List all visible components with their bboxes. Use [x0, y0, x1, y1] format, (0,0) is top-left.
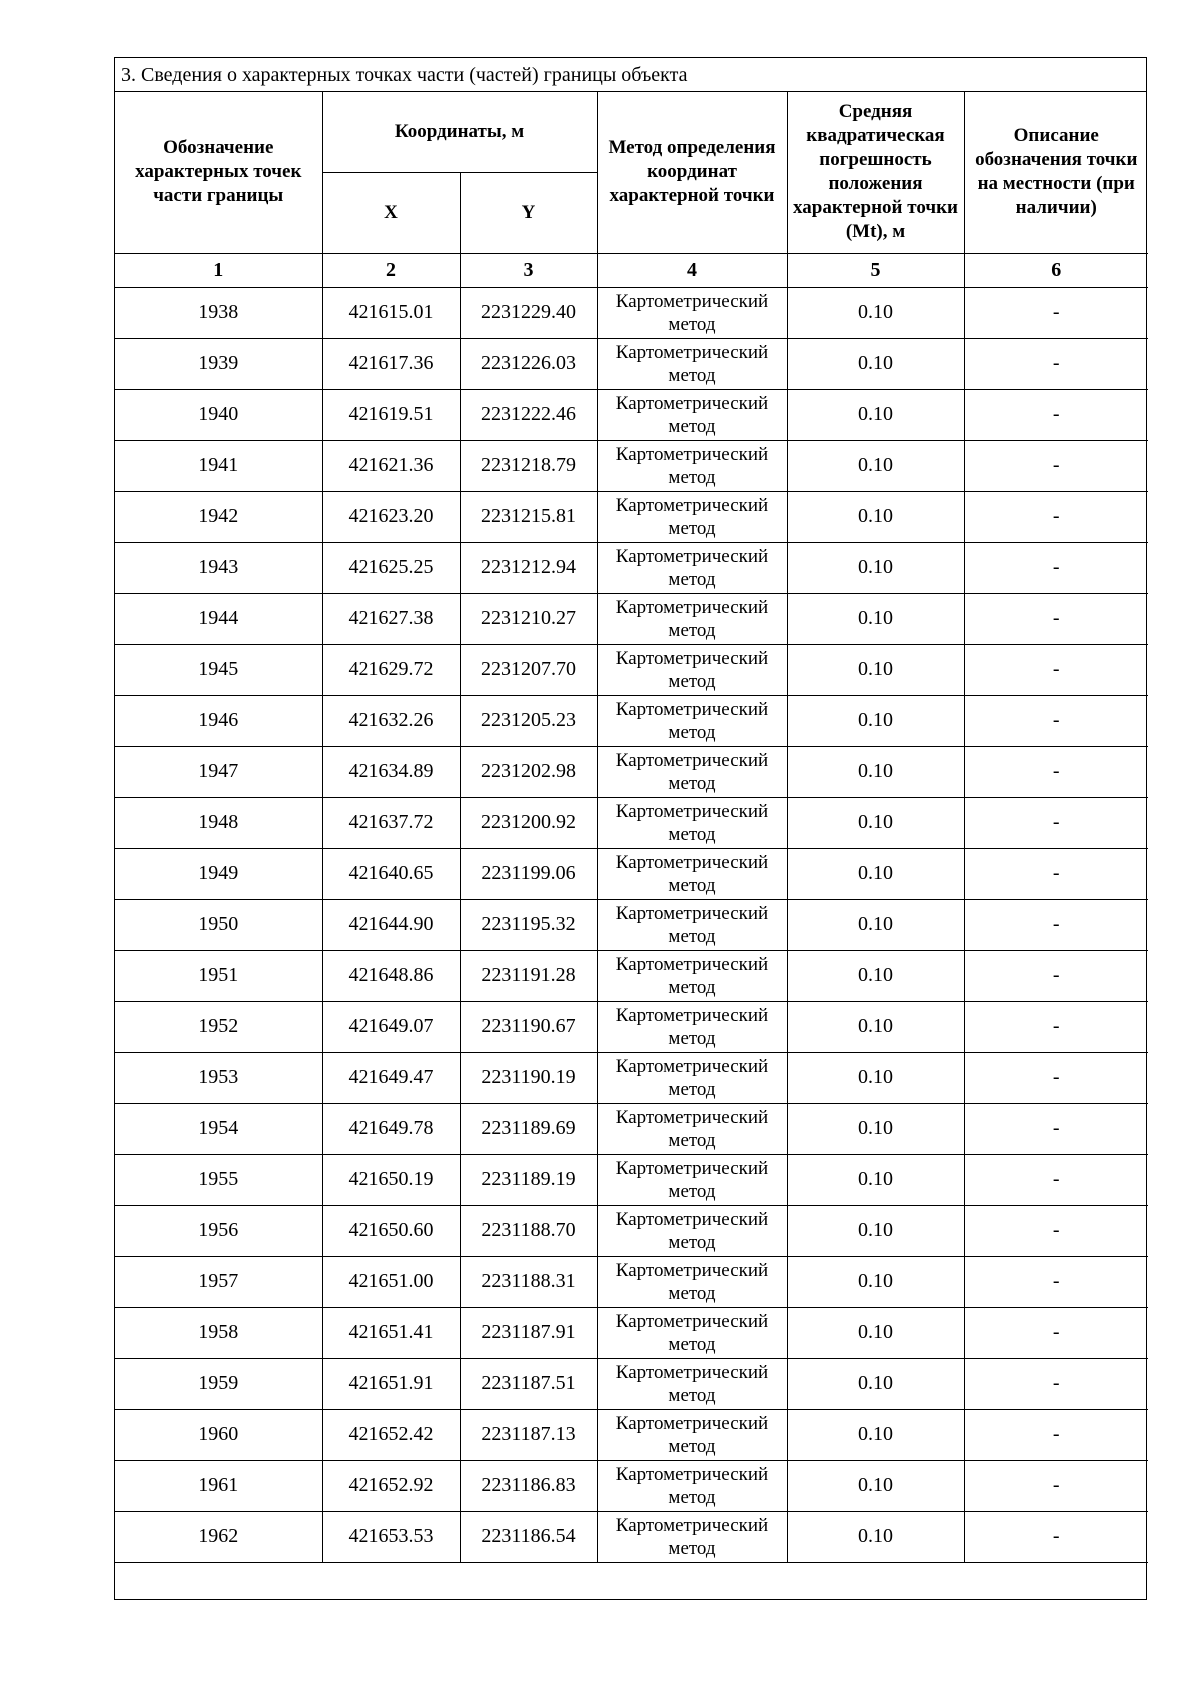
accuracy-cell: 0.10 — [787, 899, 964, 950]
y-coordinate-cell: 2231210.27 — [460, 593, 597, 644]
column-number: 1 — [115, 253, 322, 287]
x-coordinate-cell: 421649.47 — [322, 1052, 460, 1103]
y-coordinate-cell: 2231190.19 — [460, 1052, 597, 1103]
x-coordinate-cell: 421649.07 — [322, 1001, 460, 1052]
accuracy-cell: 0.10 — [787, 1001, 964, 1052]
table-row — [115, 899, 1148, 950]
description-cell: - — [964, 1103, 1148, 1154]
y-coordinate-cell: 2231202.98 — [460, 746, 597, 797]
method-cell: Картометрический метод — [597, 1154, 787, 1205]
x-coordinate-cell: 421650.19 — [322, 1154, 460, 1205]
y-coordinate-cell: 2231215.81 — [460, 491, 597, 542]
x-coordinate-cell: 421629.72 — [322, 644, 460, 695]
method-cell: Картометрический метод — [597, 287, 787, 338]
point-id-cell: 1956 — [115, 1205, 322, 1256]
y-coordinate-cell: 2231187.13 — [460, 1409, 597, 1460]
description-cell: - — [964, 695, 1148, 746]
point-id-cell: 1962 — [115, 1511, 322, 1562]
point-id-cell: 1938 — [115, 287, 322, 338]
point-id-cell: 1948 — [115, 797, 322, 848]
method-cell: Картометрический метод — [597, 644, 787, 695]
description-cell: - — [964, 1001, 1148, 1052]
boundary-points-table — [115, 92, 1148, 1599]
method-cell: Картометрический метод — [597, 491, 787, 542]
description-cell: - — [964, 950, 1148, 1001]
accuracy-cell: 0.10 — [787, 287, 964, 338]
point-id-cell: 1959 — [115, 1358, 322, 1409]
x-coordinate-cell: 421644.90 — [322, 899, 460, 950]
point-id-cell: 1947 — [115, 746, 322, 797]
x-coordinate-cell: 421623.20 — [322, 491, 460, 542]
point-id-cell: 1950 — [115, 899, 322, 950]
x-coordinate-cell: 421648.86 — [322, 950, 460, 1001]
table-row — [115, 542, 1148, 593]
y-coordinate-cell: 2231205.23 — [460, 695, 597, 746]
description-cell: - — [964, 1154, 1148, 1205]
description-cell: - — [964, 899, 1148, 950]
method-cell: Картометрический метод — [597, 1103, 787, 1154]
description-cell: - — [964, 746, 1148, 797]
description-cell: - — [964, 1511, 1148, 1562]
y-coordinate-cell: 2231195.32 — [460, 899, 597, 950]
method-cell: Картометрический метод — [597, 1256, 787, 1307]
point-id-cell: 1939 — [115, 338, 322, 389]
y-coordinate-cell: 2231186.83 — [460, 1460, 597, 1511]
y-coordinate-cell: 2231218.79 — [460, 440, 597, 491]
header-x: X — [322, 172, 460, 253]
point-id-cell: 1955 — [115, 1154, 322, 1205]
x-coordinate-cell: 421652.42 — [322, 1409, 460, 1460]
accuracy-cell: 0.10 — [787, 695, 964, 746]
accuracy-cell: 0.10 — [787, 1103, 964, 1154]
table-row — [115, 287, 1148, 338]
table-row — [115, 1001, 1148, 1052]
method-cell: Картометрический метод — [597, 542, 787, 593]
accuracy-cell: 0.10 — [787, 593, 964, 644]
y-coordinate-cell: 2231207.70 — [460, 644, 597, 695]
y-coordinate-cell: 2231199.06 — [460, 848, 597, 899]
y-coordinate-cell: 2231190.67 — [460, 1001, 597, 1052]
method-cell: Картометрический метод — [597, 1205, 787, 1256]
accuracy-cell: 0.10 — [787, 1307, 964, 1358]
description-cell: - — [964, 1205, 1148, 1256]
x-coordinate-cell: 421625.25 — [322, 542, 460, 593]
description-cell: - — [964, 491, 1148, 542]
point-id-cell: 1941 — [115, 440, 322, 491]
header-row-top — [115, 92, 1148, 172]
method-cell: Картометрический метод — [597, 848, 787, 899]
description-cell: - — [964, 1460, 1148, 1511]
table-row — [115, 1511, 1148, 1562]
method-cell: Картометрический метод — [597, 950, 787, 1001]
y-coordinate-cell: 2231188.31 — [460, 1256, 597, 1307]
table-row — [115, 797, 1148, 848]
x-coordinate-cell: 421640.65 — [322, 848, 460, 899]
method-cell: Картометрический метод — [597, 1307, 787, 1358]
x-coordinate-cell: 421634.89 — [322, 746, 460, 797]
point-id-cell: 1942 — [115, 491, 322, 542]
table-row — [115, 1307, 1148, 1358]
header-designation: Обозначение характерных точек части границы — [115, 92, 322, 253]
accuracy-cell: 0.10 — [787, 1154, 964, 1205]
table-row — [115, 848, 1148, 899]
method-cell: Картометрический метод — [597, 1358, 787, 1409]
accuracy-cell: 0.10 — [787, 950, 964, 1001]
description-cell: - — [964, 1307, 1148, 1358]
method-cell: Картометрический метод — [597, 695, 787, 746]
header-description: Описание обозначения точки на местности (при наличии) — [964, 92, 1148, 253]
column-numbers-row — [115, 253, 1148, 287]
table-row — [115, 593, 1148, 644]
point-id-cell: 1940 — [115, 389, 322, 440]
y-coordinate-cell: 2231229.40 — [460, 287, 597, 338]
accuracy-cell: 0.10 — [787, 848, 964, 899]
boundary-points-sheet — [114, 57, 1147, 1600]
accuracy-cell: 0.10 — [787, 1409, 964, 1460]
point-id-cell: 1944 — [115, 593, 322, 644]
method-cell: Картометрический метод — [597, 1511, 787, 1562]
description-cell: - — [964, 542, 1148, 593]
header-accuracy: Средняя квадратическая погрешность положения характерной точки (Mt), м — [787, 92, 964, 253]
x-coordinate-cell: 421651.41 — [322, 1307, 460, 1358]
table-row — [115, 1358, 1148, 1409]
x-coordinate-cell: 421615.01 — [322, 287, 460, 338]
method-cell: Картометрический метод — [597, 1001, 787, 1052]
description-cell: - — [964, 644, 1148, 695]
point-id-cell: 1952 — [115, 1001, 322, 1052]
accuracy-cell: 0.10 — [787, 491, 964, 542]
y-coordinate-cell: 2231222.46 — [460, 389, 597, 440]
y-coordinate-cell: 2231200.92 — [460, 797, 597, 848]
point-id-cell: 1958 — [115, 1307, 322, 1358]
point-id-cell: 1954 — [115, 1103, 322, 1154]
table-row — [115, 1052, 1148, 1103]
x-coordinate-cell: 421621.36 — [322, 440, 460, 491]
y-coordinate-cell: 2231187.91 — [460, 1307, 597, 1358]
y-coordinate-cell: 2231188.70 — [460, 1205, 597, 1256]
x-coordinate-cell: 421617.36 — [322, 338, 460, 389]
section-title: 3. Сведения о характерных точках части (частей) границы объекта — [115, 58, 1146, 92]
description-cell: - — [964, 593, 1148, 644]
description-cell: - — [964, 440, 1148, 491]
y-coordinate-cell: 2231191.28 — [460, 950, 597, 1001]
accuracy-cell: 0.10 — [787, 542, 964, 593]
method-cell: Картометрический метод — [597, 338, 787, 389]
accuracy-cell: 0.10 — [787, 746, 964, 797]
column-number: 6 — [964, 253, 1148, 287]
table-row — [115, 1256, 1148, 1307]
x-coordinate-cell: 421637.72 — [322, 797, 460, 848]
accuracy-cell: 0.10 — [787, 1511, 964, 1562]
method-cell: Картометрический метод — [597, 440, 787, 491]
x-coordinate-cell: 421652.92 — [322, 1460, 460, 1511]
accuracy-cell: 0.10 — [787, 1052, 964, 1103]
accuracy-cell: 0.10 — [787, 440, 964, 491]
x-coordinate-cell: 421650.60 — [322, 1205, 460, 1256]
description-cell: - — [964, 338, 1148, 389]
description-cell: - — [964, 848, 1148, 899]
accuracy-cell: 0.10 — [787, 1256, 964, 1307]
point-id-cell: 1949 — [115, 848, 322, 899]
accuracy-cell: 0.10 — [787, 644, 964, 695]
table-row — [115, 1460, 1148, 1511]
point-id-cell: 1945 — [115, 644, 322, 695]
empty-cell — [115, 1562, 1148, 1599]
header-coordinates: Координаты, м — [322, 92, 597, 172]
point-id-cell: 1943 — [115, 542, 322, 593]
x-coordinate-cell: 421619.51 — [322, 389, 460, 440]
accuracy-cell: 0.10 — [787, 389, 964, 440]
x-coordinate-cell: 421627.38 — [322, 593, 460, 644]
table-row — [115, 1205, 1148, 1256]
header-y: Y — [460, 172, 597, 253]
column-number: 2 — [322, 253, 460, 287]
accuracy-cell: 0.10 — [787, 1205, 964, 1256]
column-number: 5 — [787, 253, 964, 287]
table-row — [115, 389, 1148, 440]
table-row — [115, 338, 1148, 389]
description-cell: - — [964, 389, 1148, 440]
description-cell: - — [964, 1256, 1148, 1307]
y-coordinate-cell: 2231212.94 — [460, 542, 597, 593]
method-cell: Картометрический метод — [597, 899, 787, 950]
column-number: 3 — [460, 253, 597, 287]
table-row — [115, 1103, 1148, 1154]
accuracy-cell: 0.10 — [787, 797, 964, 848]
y-coordinate-cell: 2231187.51 — [460, 1358, 597, 1409]
method-cell: Картометрический метод — [597, 389, 787, 440]
x-coordinate-cell: 421653.53 — [322, 1511, 460, 1562]
point-id-cell: 1960 — [115, 1409, 322, 1460]
description-cell: - — [964, 1358, 1148, 1409]
x-coordinate-cell: 421651.91 — [322, 1358, 460, 1409]
point-id-cell: 1953 — [115, 1052, 322, 1103]
table-row — [115, 491, 1148, 542]
method-cell: Картометрический метод — [597, 746, 787, 797]
description-cell: - — [964, 1052, 1148, 1103]
y-coordinate-cell: 2231226.03 — [460, 338, 597, 389]
method-cell: Картометрический метод — [597, 1409, 787, 1460]
y-coordinate-cell: 2231186.54 — [460, 1511, 597, 1562]
description-cell: - — [964, 287, 1148, 338]
method-cell: Картометрический метод — [597, 1460, 787, 1511]
point-id-cell: 1951 — [115, 950, 322, 1001]
table-row — [115, 950, 1148, 1001]
table-row — [115, 695, 1148, 746]
header-method: Метод определения координат характерной точки — [597, 92, 787, 253]
x-coordinate-cell: 421651.00 — [322, 1256, 460, 1307]
x-coordinate-cell: 421632.26 — [322, 695, 460, 746]
column-number: 4 — [597, 253, 787, 287]
accuracy-cell: 0.10 — [787, 1460, 964, 1511]
empty-row — [115, 1562, 1148, 1599]
point-id-cell: 1946 — [115, 695, 322, 746]
method-cell: Картометрический метод — [597, 797, 787, 848]
y-coordinate-cell: 2231189.69 — [460, 1103, 597, 1154]
description-cell: - — [964, 797, 1148, 848]
point-id-cell: 1961 — [115, 1460, 322, 1511]
y-coordinate-cell: 2231189.19 — [460, 1154, 597, 1205]
table-row — [115, 644, 1148, 695]
table-row — [115, 1409, 1148, 1460]
x-coordinate-cell: 421649.78 — [322, 1103, 460, 1154]
table-row — [115, 440, 1148, 491]
table-row — [115, 1154, 1148, 1205]
point-id-cell: 1957 — [115, 1256, 322, 1307]
accuracy-cell: 0.10 — [787, 338, 964, 389]
method-cell: Картометрический метод — [597, 593, 787, 644]
accuracy-cell: 0.10 — [787, 1358, 964, 1409]
description-cell: - — [964, 1409, 1148, 1460]
table-row — [115, 746, 1148, 797]
method-cell: Картометрический метод — [597, 1052, 787, 1103]
